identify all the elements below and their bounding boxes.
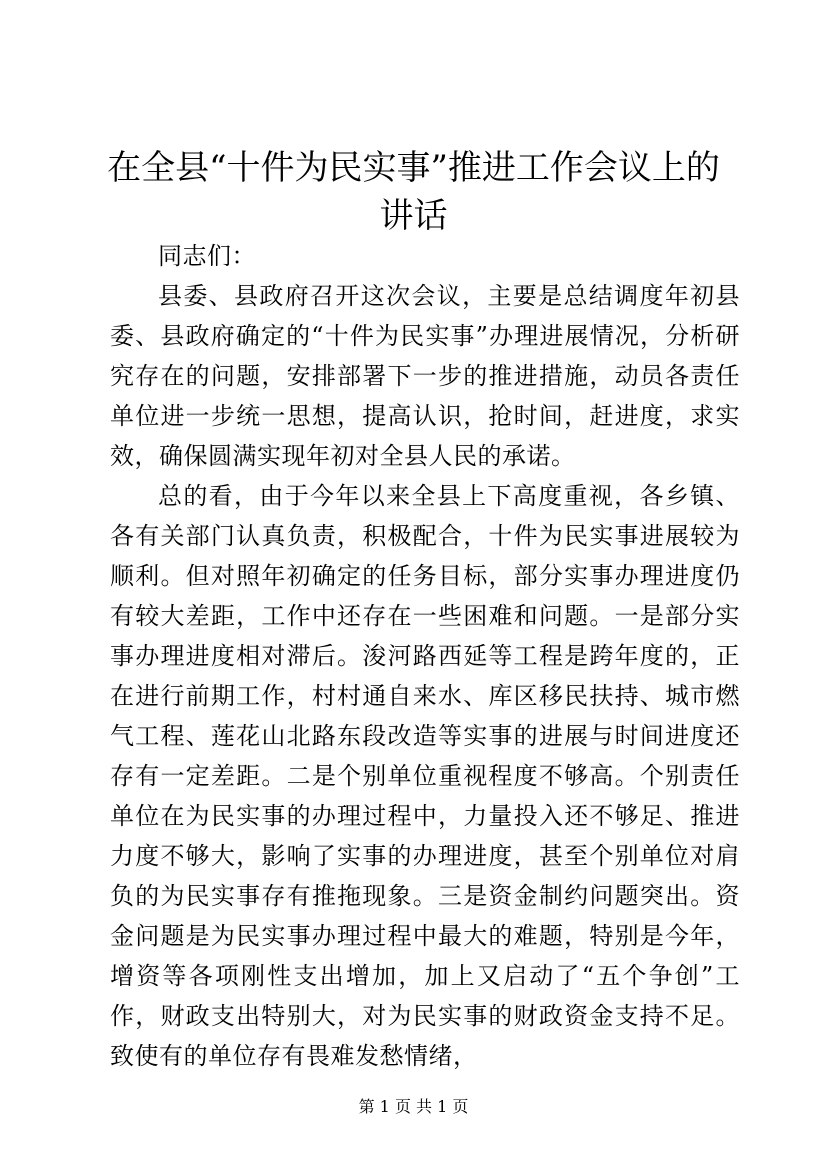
body-paragraph: 总的看，由于今年以来全县上下高度重视，各乡镇、各有关部门认真负责，积极配合，十件为民实事进展较为顺利。但对照年初确定的任务目标，部分实事办理进度仍有较大差距，工作中还存在一些困难和问题。一是部分实事办理进度相对滞后。浚河路西延等工程是跨年度的，正在进行前期工作，村村通自来水、库区移民扶持、城市燃气工程、莲花山北路东段改造等实事的进展与时间进度还存有一定差距。二是个别单位重视程度不够高。个别责任单位在为民实事的办理过程中，力量投入还不够足、推进力度不够大，影响了实事的办理进度，甚至个别单位对肩负的为民实事存有推拖现象。三是资金制约问题突出。资金问题是为民实事办理过程中最大的难题，特别是今年，增资等各项刚性支出增加，加上又启动了“五个争创”工作，财政支出特别大，对为民实事的财政资金支持不足。致使有的单位存有畏难发愁情绪， <box>110 482 740 1070</box>
document-title: 在全县“十件为民实事”推进工作会议上的讲话 <box>107 148 720 236</box>
page-footer: 第 1 页 共 1 页 <box>358 1097 469 1116</box>
document-body <box>110 236 740 1076</box>
salutation: 同志们： <box>158 242 256 270</box>
body-paragraph: 县委、县政府召开这次会议，主要是总结调度年初县委、县政府确定的“十件为民实事”办理进展情况，分析研究存在的问题，安排部署下一步的推进措施，动员各责任单位进一步统一思想，提高认识，抢时间，赶进度，求实效，确保圆满实现年初对全县人民的承诺。 <box>110 282 740 470</box>
